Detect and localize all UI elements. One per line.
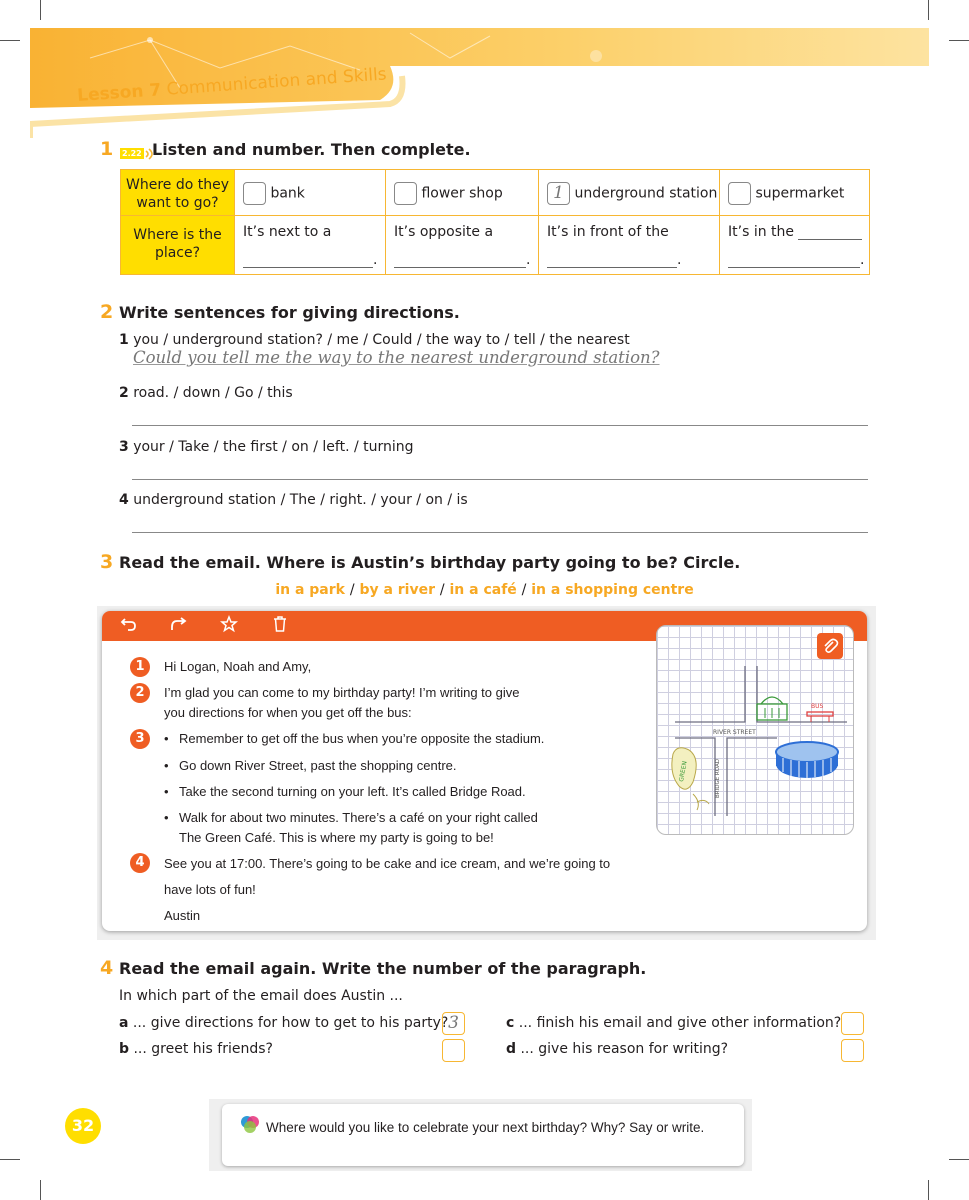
crop-mark (928, 0, 929, 20)
exercise-3-title: Read the email. Where is Austin’s birthday party going to be? Circle. (119, 553, 741, 572)
clue-text: It’s next to a (243, 224, 332, 240)
circle-options: in a park / by a river / in a café / in a shopping centre (275, 582, 694, 598)
exercise-4-number: 4 (100, 957, 114, 979)
option-shopping-centre[interactable]: in a shopping centre (531, 582, 694, 598)
answer-box-d[interactable] (841, 1039, 864, 1062)
paragraph-number: 1 (130, 657, 150, 677)
undo-icon[interactable] (120, 615, 138, 639)
sentence-item: 3 your / Take / the first / on / left. / turning (119, 439, 414, 455)
exercise-4-intro: In which part of the email does Austin ... (119, 988, 403, 1004)
question-d: d ... give his reason for writing? (506, 1041, 729, 1057)
exercise-4-title: Read the email again. Write the number of the paragraph. (119, 959, 647, 978)
redo-icon[interactable] (169, 615, 187, 639)
crop-mark (0, 1159, 20, 1160)
sentence-item: 2 road. / down / Go / this (119, 385, 293, 401)
exercise-1-number: 1 (100, 138, 114, 160)
exercise-2-title: Write sentences for giving directions. (119, 303, 460, 322)
answer-box-b[interactable] (442, 1039, 465, 1062)
direction-step: Remember to get off the bus when you’re opposite the stadium. (179, 731, 545, 746)
option-river[interactable]: by a river (359, 582, 436, 598)
crop-mark (949, 1159, 969, 1160)
paragraph-number: 2 (130, 683, 150, 703)
trash-icon[interactable] (271, 615, 289, 639)
answer-blank[interactable] (394, 267, 526, 268)
answer-blank[interactable] (798, 239, 862, 240)
option-cafe[interactable]: in a café (449, 582, 517, 598)
email-reason-2: you directions for when you get off the bus: (164, 705, 412, 720)
audio-track[interactable] (120, 143, 156, 159)
think-box (222, 1104, 744, 1166)
clue-cell: It’s opposite a . (386, 216, 539, 275)
direction-step: Walk for about two minutes. There’s a café on your right called (179, 810, 538, 825)
email-closing: See you at 17:00. There’s going to be cake and ice cream, and we’re going to (164, 856, 611, 871)
direction-step-cont: The Green Café. This is where my party is going to be! (179, 830, 494, 845)
answer-box-a[interactable]: 3 (442, 1012, 465, 1035)
exercise-3-number: 3 (100, 551, 114, 573)
answer-line[interactable] (132, 479, 868, 480)
email-reason: I’m glad you can come to my birthday party! I’m writing to give (164, 685, 520, 700)
shopping-centre-icon (757, 697, 787, 720)
clue-cell: It’s next to a . (235, 216, 386, 275)
crop-mark (40, 1180, 41, 1200)
exercise-1-title: Listen and number. Then complete. (152, 140, 471, 159)
place-cell (720, 170, 870, 216)
think-prompt: Where would you like to celebrate your next birthday? Why? Say or write. (266, 1120, 705, 1135)
question-b: b ... greet his friends? (119, 1041, 273, 1057)
crop-mark (928, 1180, 929, 1200)
answer-blank[interactable] (728, 267, 860, 268)
answer-line[interactable] (132, 425, 868, 426)
crop-mark (0, 40, 20, 41)
lesson-number: Lesson 7 (76, 80, 162, 106)
answer-blank[interactable] (243, 267, 373, 268)
clue-cell: It’s in the . (720, 216, 870, 275)
email-signature: Austin (164, 908, 201, 923)
answer-blank[interactable] (547, 267, 677, 268)
email-closing-2: have lots of fun! (164, 882, 256, 897)
clue-cell: It’s in front of the . (539, 216, 720, 275)
bus-stop-icon (807, 703, 833, 722)
lesson-name: Communication and Skills (165, 64, 388, 100)
option-park[interactable]: in a park (275, 582, 345, 598)
direction-step: Take the second turning on your left. It’s called Bridge Road. (179, 784, 526, 799)
question-c: c ... finish his email and give other information? (506, 1015, 842, 1031)
stadium-icon (776, 742, 838, 778)
email-greeting: Hi Logan, Noah and Amy, (164, 659, 312, 674)
place-cell (539, 170, 720, 216)
place-name: underground station (574, 185, 718, 202)
row-header-where-go: Where do they want to go? (121, 170, 235, 216)
map-label-cafe: GREEN (678, 760, 689, 783)
answer-line[interactable] (132, 532, 868, 533)
row-header-where-place: Where is the place? (121, 216, 235, 275)
number-box[interactable] (728, 182, 751, 205)
audio-track-number: 2.22 (122, 149, 142, 158)
clue-text: It’s in front of the (547, 224, 669, 240)
crop-mark (40, 0, 41, 20)
think-icon (238, 1114, 264, 1136)
listen-table (120, 169, 870, 275)
number-box[interactable]: 1 (547, 182, 570, 205)
map-label-bridge-road: BRIDGE ROAD (715, 759, 721, 798)
exercise-2-number: 2 (100, 301, 114, 323)
crop-mark (949, 40, 969, 41)
place-name: flower shop (421, 185, 503, 202)
place-cell (235, 170, 386, 216)
page-number: 32 (65, 1108, 101, 1144)
number-box[interactable] (243, 182, 266, 205)
place-cell (386, 170, 539, 216)
clue-text: It’s in the (728, 224, 795, 240)
star-icon[interactable] (220, 615, 238, 639)
map-label-river-street: RIVER STREET (713, 729, 756, 736)
paperclip-icon[interactable] (817, 633, 843, 659)
question-a: a ... give directions for how to get to his party? (119, 1015, 449, 1031)
number-box[interactable] (394, 182, 417, 205)
paragraph-number: 4 (130, 853, 150, 873)
direction-step: Go down River Street, past the shopping centre. (179, 758, 457, 773)
place-name: bank (270, 185, 305, 202)
sentence-item: 1 you / underground station? / me / Could / the way to / tell / the nearest (119, 332, 630, 348)
answer-box-c[interactable] (841, 1012, 864, 1035)
map-label-bus: BUS (811, 703, 824, 710)
clue-text: It’s opposite a (394, 224, 494, 240)
paragraph-number: 3 (130, 729, 150, 749)
model-answer: Could you tell me the way to the nearest underground station? (133, 348, 660, 367)
green-cafe-icon (672, 748, 709, 810)
place-name: supermarket (755, 185, 845, 202)
sentence-item: 4 underground station / The / right. / your / on / is (119, 492, 468, 508)
